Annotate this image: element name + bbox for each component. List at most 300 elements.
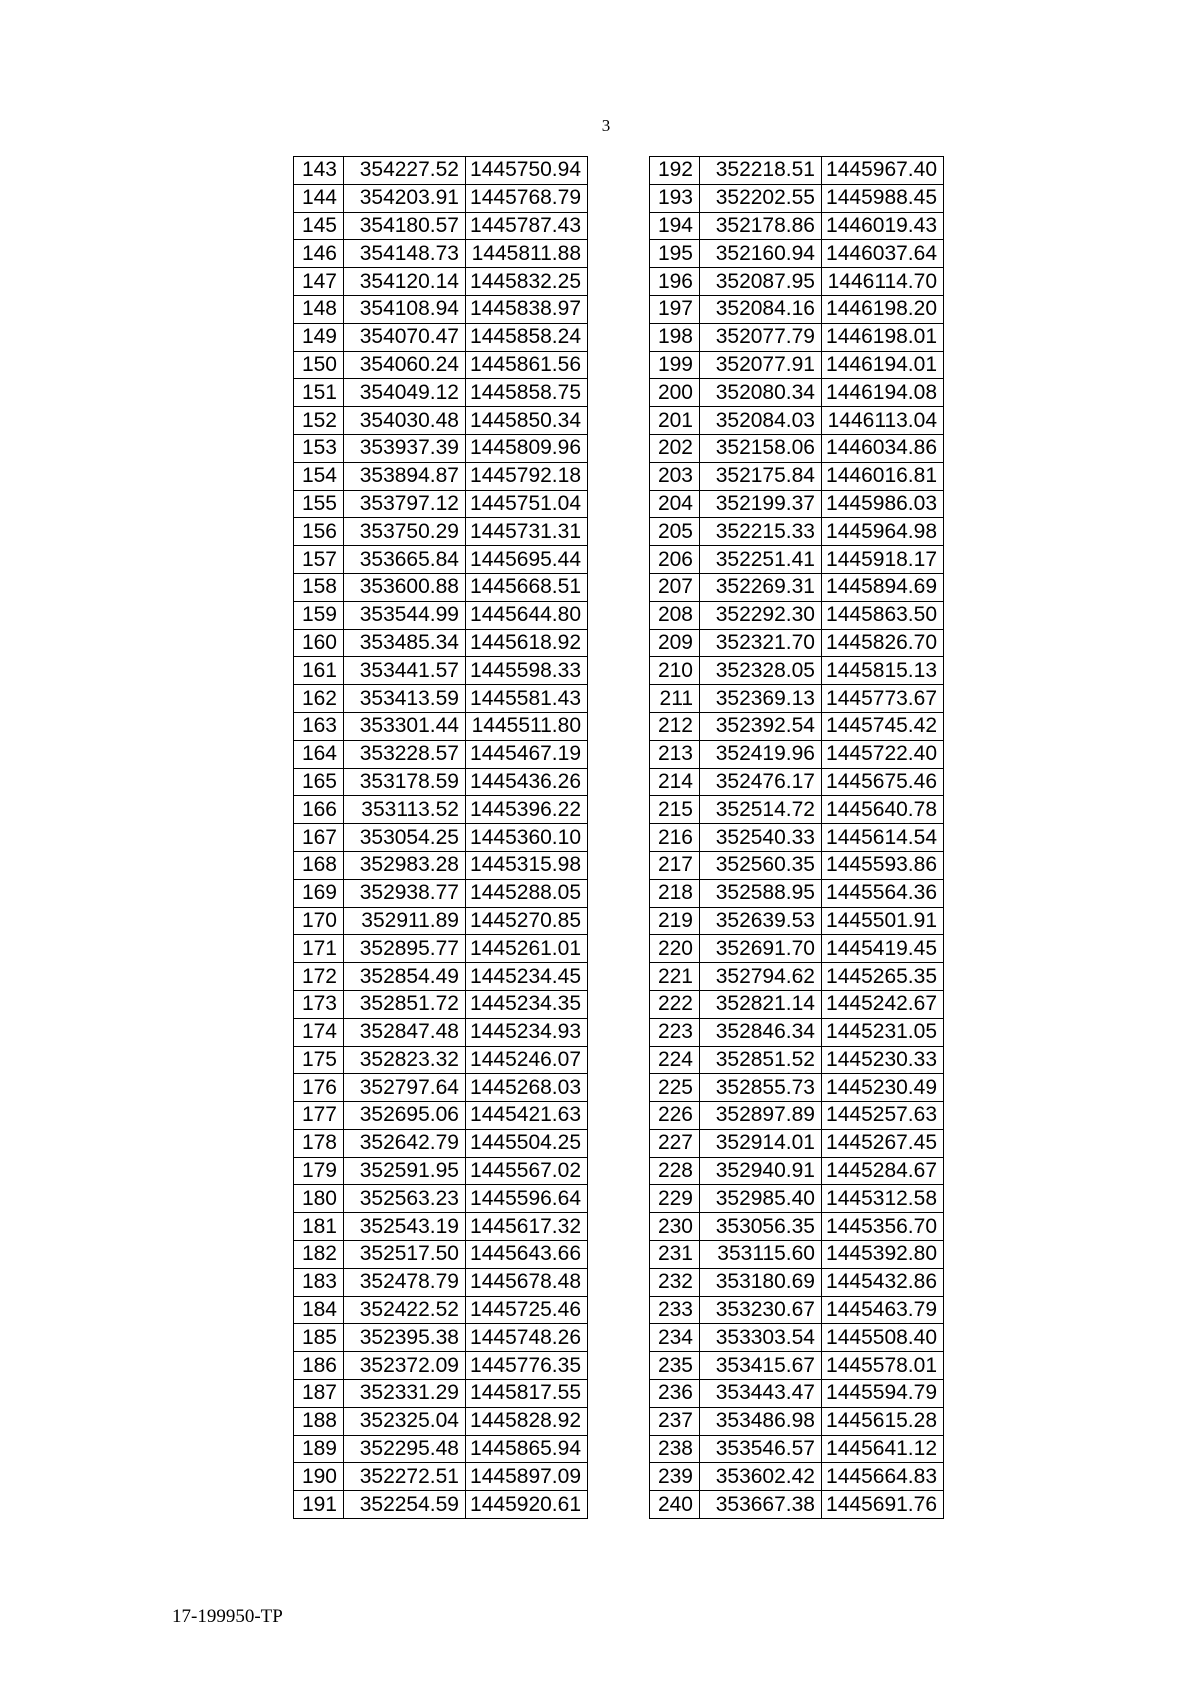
y-coordinate-cell: 1446194.01 xyxy=(822,351,944,379)
x-coordinate-cell: 352851.52 xyxy=(700,1046,822,1074)
y-coordinate-cell: 1446198.01 xyxy=(822,323,944,351)
table-row xyxy=(294,963,588,991)
y-coordinate-cell: 1445828.92 xyxy=(466,1407,588,1435)
table-row xyxy=(294,407,588,435)
point-number-cell: 226 xyxy=(650,1102,700,1130)
y-coordinate-cell: 1445644.80 xyxy=(466,601,588,629)
y-coordinate-cell: 1445691.76 xyxy=(822,1491,944,1519)
x-coordinate-cell: 352422.52 xyxy=(344,1296,466,1324)
point-number-cell: 234 xyxy=(650,1324,700,1352)
table-row xyxy=(650,240,944,268)
point-number-cell: 214 xyxy=(650,768,700,796)
table-row xyxy=(650,1296,944,1324)
table-row xyxy=(294,712,588,740)
x-coordinate-cell: 352851.72 xyxy=(344,990,466,1018)
point-number-cell: 171 xyxy=(294,935,344,963)
y-coordinate-cell: 1445593.86 xyxy=(822,851,944,879)
point-number-cell: 208 xyxy=(650,601,700,629)
x-coordinate-cell: 354108.94 xyxy=(344,295,466,323)
table-row xyxy=(650,907,944,935)
x-coordinate-cell: 352855.73 xyxy=(700,1074,822,1102)
point-number-cell: 220 xyxy=(650,935,700,963)
table-row xyxy=(650,629,944,657)
y-coordinate-cell: 1445988.45 xyxy=(822,184,944,212)
y-coordinate-cell: 1445419.45 xyxy=(822,935,944,963)
point-number-cell: 181 xyxy=(294,1213,344,1241)
x-coordinate-cell: 353056.35 xyxy=(700,1213,822,1241)
y-coordinate-cell: 1445858.75 xyxy=(466,379,588,407)
table-row xyxy=(650,323,944,351)
table-row xyxy=(294,851,588,879)
point-number-cell: 206 xyxy=(650,546,700,574)
x-coordinate-cell: 354049.12 xyxy=(344,379,466,407)
y-coordinate-cell: 1445230.49 xyxy=(822,1074,944,1102)
table-row xyxy=(294,212,588,240)
y-coordinate-cell: 1445312.58 xyxy=(822,1185,944,1213)
table-row xyxy=(294,323,588,351)
point-number-cell: 169 xyxy=(294,879,344,907)
y-coordinate-cell: 1445288.05 xyxy=(466,879,588,907)
point-number-cell: 152 xyxy=(294,407,344,435)
table-row xyxy=(650,1380,944,1408)
y-coordinate-cell: 1445356.70 xyxy=(822,1213,944,1241)
y-coordinate-cell: 1445511.80 xyxy=(466,712,588,740)
y-coordinate-cell: 1445501.91 xyxy=(822,907,944,935)
x-coordinate-cell: 354060.24 xyxy=(344,351,466,379)
point-number-cell: 185 xyxy=(294,1324,344,1352)
y-coordinate-cell: 1445643.66 xyxy=(466,1241,588,1269)
y-coordinate-cell: 1445664.83 xyxy=(822,1463,944,1491)
table-row xyxy=(294,1241,588,1269)
table-row xyxy=(294,573,588,601)
point-number-cell: 175 xyxy=(294,1046,344,1074)
table-row xyxy=(650,712,944,740)
table-row xyxy=(294,1435,588,1463)
y-coordinate-cell: 1445668.51 xyxy=(466,573,588,601)
x-coordinate-cell: 353180.69 xyxy=(700,1268,822,1296)
x-coordinate-cell: 353750.29 xyxy=(344,518,466,546)
y-coordinate-cell: 1446198.20 xyxy=(822,295,944,323)
point-number-cell: 145 xyxy=(294,212,344,240)
table-row xyxy=(650,824,944,852)
point-number-cell: 235 xyxy=(650,1352,700,1380)
table-row xyxy=(650,990,944,1018)
y-coordinate-cell: 1445861.56 xyxy=(466,351,588,379)
table-row xyxy=(650,1435,944,1463)
y-coordinate-cell: 1446114.70 xyxy=(822,268,944,296)
x-coordinate-cell: 352199.37 xyxy=(700,490,822,518)
point-number-cell: 228 xyxy=(650,1157,700,1185)
point-number-cell: 150 xyxy=(294,351,344,379)
y-coordinate-cell: 1445850.34 xyxy=(466,407,588,435)
y-coordinate-cell: 1445618.92 xyxy=(466,629,588,657)
y-coordinate-cell: 1445436.26 xyxy=(466,768,588,796)
point-number-cell: 231 xyxy=(650,1241,700,1269)
point-number-cell: 227 xyxy=(650,1129,700,1157)
point-number-cell: 204 xyxy=(650,490,700,518)
point-number-cell: 182 xyxy=(294,1241,344,1269)
table-row xyxy=(294,1352,588,1380)
x-coordinate-cell: 352331.29 xyxy=(344,1380,466,1408)
y-coordinate-cell: 1445678.48 xyxy=(466,1268,588,1296)
point-number-cell: 149 xyxy=(294,323,344,351)
x-coordinate-cell: 353178.59 xyxy=(344,768,466,796)
x-coordinate-cell: 352419.96 xyxy=(700,740,822,768)
point-number-cell: 187 xyxy=(294,1380,344,1408)
table-row xyxy=(294,1129,588,1157)
table-row xyxy=(650,935,944,963)
point-number-cell: 219 xyxy=(650,907,700,935)
x-coordinate-cell: 354148.73 xyxy=(344,240,466,268)
point-number-cell: 212 xyxy=(650,712,700,740)
table-row xyxy=(650,1046,944,1074)
x-coordinate-cell: 353228.57 xyxy=(344,740,466,768)
point-number-cell: 170 xyxy=(294,907,344,935)
point-number-cell: 205 xyxy=(650,518,700,546)
point-number-cell: 172 xyxy=(294,963,344,991)
point-number-cell: 158 xyxy=(294,573,344,601)
y-coordinate-cell: 1445967.40 xyxy=(822,157,944,185)
x-coordinate-cell: 352254.59 xyxy=(344,1491,466,1519)
x-coordinate-cell: 354030.48 xyxy=(344,407,466,435)
x-coordinate-cell: 353301.44 xyxy=(344,712,466,740)
x-coordinate-cell: 353443.47 xyxy=(700,1380,822,1408)
point-number-cell: 154 xyxy=(294,462,344,490)
y-coordinate-cell: 1446113.04 xyxy=(822,407,944,435)
x-coordinate-cell: 353230.67 xyxy=(700,1296,822,1324)
table-row xyxy=(650,1407,944,1435)
y-coordinate-cell: 1445234.93 xyxy=(466,1018,588,1046)
x-coordinate-cell: 352292.30 xyxy=(700,601,822,629)
table-row xyxy=(294,1324,588,1352)
point-number-cell: 183 xyxy=(294,1268,344,1296)
y-coordinate-cell: 1445773.67 xyxy=(822,685,944,713)
point-number-cell: 166 xyxy=(294,796,344,824)
table-row xyxy=(650,379,944,407)
x-coordinate-cell: 352911.89 xyxy=(344,907,466,935)
point-number-cell: 218 xyxy=(650,879,700,907)
table-row xyxy=(650,851,944,879)
y-coordinate-cell: 1445617.32 xyxy=(466,1213,588,1241)
table-row xyxy=(294,796,588,824)
table-row xyxy=(650,1102,944,1130)
table-row xyxy=(294,824,588,852)
point-number-cell: 143 xyxy=(294,157,344,185)
y-coordinate-cell: 1445467.19 xyxy=(466,740,588,768)
point-number-cell: 223 xyxy=(650,1018,700,1046)
point-number-cell: 233 xyxy=(650,1296,700,1324)
table-row xyxy=(294,1074,588,1102)
x-coordinate-cell: 353544.99 xyxy=(344,601,466,629)
x-coordinate-cell: 353113.52 xyxy=(344,796,466,824)
point-number-cell: 174 xyxy=(294,1018,344,1046)
y-coordinate-cell: 1445230.33 xyxy=(822,1046,944,1074)
y-coordinate-cell: 1445504.25 xyxy=(466,1129,588,1157)
table-row xyxy=(650,1463,944,1491)
table-row xyxy=(650,157,944,185)
x-coordinate-cell: 352392.54 xyxy=(700,712,822,740)
table-row xyxy=(650,462,944,490)
x-coordinate-cell: 352325.04 xyxy=(344,1407,466,1435)
point-number-cell: 236 xyxy=(650,1380,700,1408)
y-coordinate-cell: 1445641.12 xyxy=(822,1435,944,1463)
x-coordinate-cell: 353894.87 xyxy=(344,462,466,490)
x-coordinate-cell: 352846.34 xyxy=(700,1018,822,1046)
table-row xyxy=(650,796,944,824)
table-row xyxy=(294,518,588,546)
y-coordinate-cell: 1445675.46 xyxy=(822,768,944,796)
table-row xyxy=(294,240,588,268)
x-coordinate-cell: 352178.86 xyxy=(700,212,822,240)
x-coordinate-cell: 353665.84 xyxy=(344,546,466,574)
point-number-cell: 144 xyxy=(294,184,344,212)
y-coordinate-cell: 1445234.35 xyxy=(466,990,588,1018)
x-coordinate-cell: 352272.51 xyxy=(344,1463,466,1491)
x-coordinate-cell: 353797.12 xyxy=(344,490,466,518)
point-number-cell: 153 xyxy=(294,434,344,462)
x-coordinate-cell: 354203.91 xyxy=(344,184,466,212)
y-coordinate-cell: 1445811.88 xyxy=(466,240,588,268)
y-coordinate-cell: 1445594.79 xyxy=(822,1380,944,1408)
coordinate-table-right xyxy=(649,156,944,1519)
y-coordinate-cell: 1445748.26 xyxy=(466,1324,588,1352)
point-number-cell: 237 xyxy=(650,1407,700,1435)
table-row xyxy=(650,184,944,212)
table-row xyxy=(650,1352,944,1380)
point-number-cell: 202 xyxy=(650,434,700,462)
table-row xyxy=(650,295,944,323)
x-coordinate-cell: 352087.95 xyxy=(700,268,822,296)
y-coordinate-cell: 1445596.64 xyxy=(466,1185,588,1213)
y-coordinate-cell: 1445826.70 xyxy=(822,629,944,657)
table-row xyxy=(650,1268,944,1296)
y-coordinate-cell: 1445567.02 xyxy=(466,1157,588,1185)
table-row xyxy=(294,1407,588,1435)
y-coordinate-cell: 1445396.22 xyxy=(466,796,588,824)
point-number-cell: 179 xyxy=(294,1157,344,1185)
table-row xyxy=(650,573,944,601)
x-coordinate-cell: 352369.13 xyxy=(700,685,822,713)
x-coordinate-cell: 353602.42 xyxy=(700,1463,822,1491)
y-coordinate-cell: 1445242.67 xyxy=(822,990,944,1018)
table-row xyxy=(294,1380,588,1408)
x-coordinate-cell: 352269.31 xyxy=(700,573,822,601)
point-number-cell: 161 xyxy=(294,657,344,685)
x-coordinate-cell: 353115.60 xyxy=(700,1241,822,1269)
point-number-cell: 168 xyxy=(294,851,344,879)
x-coordinate-cell: 352691.70 xyxy=(700,935,822,963)
point-number-cell: 194 xyxy=(650,212,700,240)
table-row xyxy=(294,768,588,796)
x-coordinate-cell: 354227.52 xyxy=(344,157,466,185)
point-number-cell: 189 xyxy=(294,1435,344,1463)
point-number-cell: 201 xyxy=(650,407,700,435)
table-row xyxy=(294,1185,588,1213)
point-number-cell: 193 xyxy=(650,184,700,212)
table-row xyxy=(294,490,588,518)
table-row xyxy=(650,740,944,768)
x-coordinate-cell: 352476.17 xyxy=(700,768,822,796)
y-coordinate-cell: 1445432.86 xyxy=(822,1268,944,1296)
x-coordinate-cell: 352695.06 xyxy=(344,1102,466,1130)
point-number-cell: 160 xyxy=(294,629,344,657)
point-number-cell: 203 xyxy=(650,462,700,490)
table-row xyxy=(294,740,588,768)
table-row xyxy=(294,657,588,685)
y-coordinate-cell: 1445392.80 xyxy=(822,1241,944,1269)
x-coordinate-cell: 354070.47 xyxy=(344,323,466,351)
point-number-cell: 230 xyxy=(650,1213,700,1241)
point-number-cell: 217 xyxy=(650,851,700,879)
point-number-cell: 210 xyxy=(650,657,700,685)
table-row xyxy=(294,1491,588,1519)
point-number-cell: 148 xyxy=(294,295,344,323)
x-coordinate-cell: 353600.88 xyxy=(344,573,466,601)
x-coordinate-cell: 353937.39 xyxy=(344,434,466,462)
table-row xyxy=(650,1491,944,1519)
x-coordinate-cell: 354180.57 xyxy=(344,212,466,240)
x-coordinate-cell: 352077.91 xyxy=(700,351,822,379)
y-coordinate-cell: 1445815.13 xyxy=(822,657,944,685)
y-coordinate-cell: 1445832.25 xyxy=(466,268,588,296)
x-coordinate-cell: 352895.77 xyxy=(344,935,466,963)
point-number-cell: 184 xyxy=(294,1296,344,1324)
point-number-cell: 225 xyxy=(650,1074,700,1102)
y-coordinate-cell: 1445865.94 xyxy=(466,1435,588,1463)
table-row xyxy=(650,1018,944,1046)
table-row xyxy=(294,1102,588,1130)
y-coordinate-cell: 1445986.03 xyxy=(822,490,944,518)
table-row xyxy=(294,295,588,323)
point-number-cell: 147 xyxy=(294,268,344,296)
point-number-cell: 221 xyxy=(650,963,700,991)
x-coordinate-cell: 353486.98 xyxy=(700,1407,822,1435)
page-number: 3 xyxy=(601,116,611,135)
y-coordinate-cell: 1445246.07 xyxy=(466,1046,588,1074)
point-number-cell: 213 xyxy=(650,740,700,768)
x-coordinate-cell: 352372.09 xyxy=(344,1352,466,1380)
table-row xyxy=(294,184,588,212)
x-coordinate-cell: 352251.41 xyxy=(700,546,822,574)
x-coordinate-cell: 352478.79 xyxy=(344,1268,466,1296)
point-number-cell: 229 xyxy=(650,1185,700,1213)
x-coordinate-cell: 352295.48 xyxy=(344,1435,466,1463)
table-row xyxy=(650,1241,944,1269)
table-row xyxy=(650,407,944,435)
table-row xyxy=(650,546,944,574)
y-coordinate-cell: 1445751.04 xyxy=(466,490,588,518)
table-row xyxy=(294,379,588,407)
table-row xyxy=(650,434,944,462)
x-coordinate-cell: 353667.38 xyxy=(700,1491,822,1519)
point-number-cell: 207 xyxy=(650,573,700,601)
table-row xyxy=(294,990,588,1018)
x-coordinate-cell: 352914.01 xyxy=(700,1129,822,1157)
y-coordinate-cell: 1445725.46 xyxy=(466,1296,588,1324)
y-coordinate-cell: 1445581.43 xyxy=(466,685,588,713)
point-number-cell: 211 xyxy=(650,685,700,713)
x-coordinate-cell: 352938.77 xyxy=(344,879,466,907)
y-coordinate-cell: 1445918.17 xyxy=(822,546,944,574)
y-coordinate-cell: 1445838.97 xyxy=(466,295,588,323)
table-row xyxy=(294,1157,588,1185)
point-number-cell: 173 xyxy=(294,990,344,1018)
table-row xyxy=(650,1324,944,1352)
point-number-cell: 176 xyxy=(294,1074,344,1102)
x-coordinate-cell: 352797.64 xyxy=(344,1074,466,1102)
point-number-cell: 197 xyxy=(650,295,700,323)
table-row xyxy=(294,935,588,963)
y-coordinate-cell: 1446037.64 xyxy=(822,240,944,268)
y-coordinate-cell: 1445792.18 xyxy=(466,462,588,490)
y-coordinate-cell: 1445722.40 xyxy=(822,740,944,768)
point-number-cell: 195 xyxy=(650,240,700,268)
point-number-cell: 186 xyxy=(294,1352,344,1380)
y-coordinate-cell: 1445231.05 xyxy=(822,1018,944,1046)
x-coordinate-cell: 352321.70 xyxy=(700,629,822,657)
table-row xyxy=(294,1463,588,1491)
x-coordinate-cell: 352847.48 xyxy=(344,1018,466,1046)
y-coordinate-cell: 1445809.96 xyxy=(466,434,588,462)
y-coordinate-cell: 1445267.45 xyxy=(822,1129,944,1157)
table-row xyxy=(294,268,588,296)
x-coordinate-cell: 352395.38 xyxy=(344,1324,466,1352)
table-row xyxy=(294,1296,588,1324)
table-row xyxy=(650,268,944,296)
x-coordinate-cell: 352854.49 xyxy=(344,963,466,991)
x-coordinate-cell: 353413.59 xyxy=(344,685,466,713)
table-row xyxy=(294,1213,588,1241)
table-row xyxy=(650,490,944,518)
table-row xyxy=(650,657,944,685)
y-coordinate-cell: 1445315.98 xyxy=(466,851,588,879)
table-row xyxy=(294,1018,588,1046)
point-number-cell: 178 xyxy=(294,1129,344,1157)
x-coordinate-cell: 352543.19 xyxy=(344,1213,466,1241)
x-coordinate-cell: 352823.32 xyxy=(344,1046,466,1074)
table-row xyxy=(650,1157,944,1185)
y-coordinate-cell: 1445360.10 xyxy=(466,824,588,852)
y-coordinate-cell: 1445257.63 xyxy=(822,1102,944,1130)
x-coordinate-cell: 352821.14 xyxy=(700,990,822,1018)
y-coordinate-cell: 1446034.86 xyxy=(822,434,944,462)
point-number-cell: 196 xyxy=(650,268,700,296)
x-coordinate-cell: 352080.34 xyxy=(700,379,822,407)
table-row xyxy=(294,157,588,185)
table-row xyxy=(650,351,944,379)
point-number-cell: 198 xyxy=(650,323,700,351)
point-number-cell: 199 xyxy=(650,351,700,379)
y-coordinate-cell: 1445640.78 xyxy=(822,796,944,824)
table-row xyxy=(650,1129,944,1157)
y-coordinate-cell: 1445615.28 xyxy=(822,1407,944,1435)
table-row xyxy=(294,629,588,657)
x-coordinate-cell: 352983.28 xyxy=(344,851,466,879)
y-coordinate-cell: 1445564.36 xyxy=(822,879,944,907)
x-coordinate-cell: 352158.06 xyxy=(700,434,822,462)
point-number-cell: 190 xyxy=(294,1463,344,1491)
y-coordinate-cell: 1446016.81 xyxy=(822,462,944,490)
table-row xyxy=(294,462,588,490)
table-row xyxy=(650,685,944,713)
x-coordinate-cell: 353546.57 xyxy=(700,1435,822,1463)
y-coordinate-cell: 1445776.35 xyxy=(466,1352,588,1380)
table-row xyxy=(650,963,944,991)
point-number-cell: 200 xyxy=(650,379,700,407)
point-number-cell: 216 xyxy=(650,824,700,852)
y-coordinate-cell: 1445234.45 xyxy=(466,963,588,991)
point-number-cell: 151 xyxy=(294,379,344,407)
